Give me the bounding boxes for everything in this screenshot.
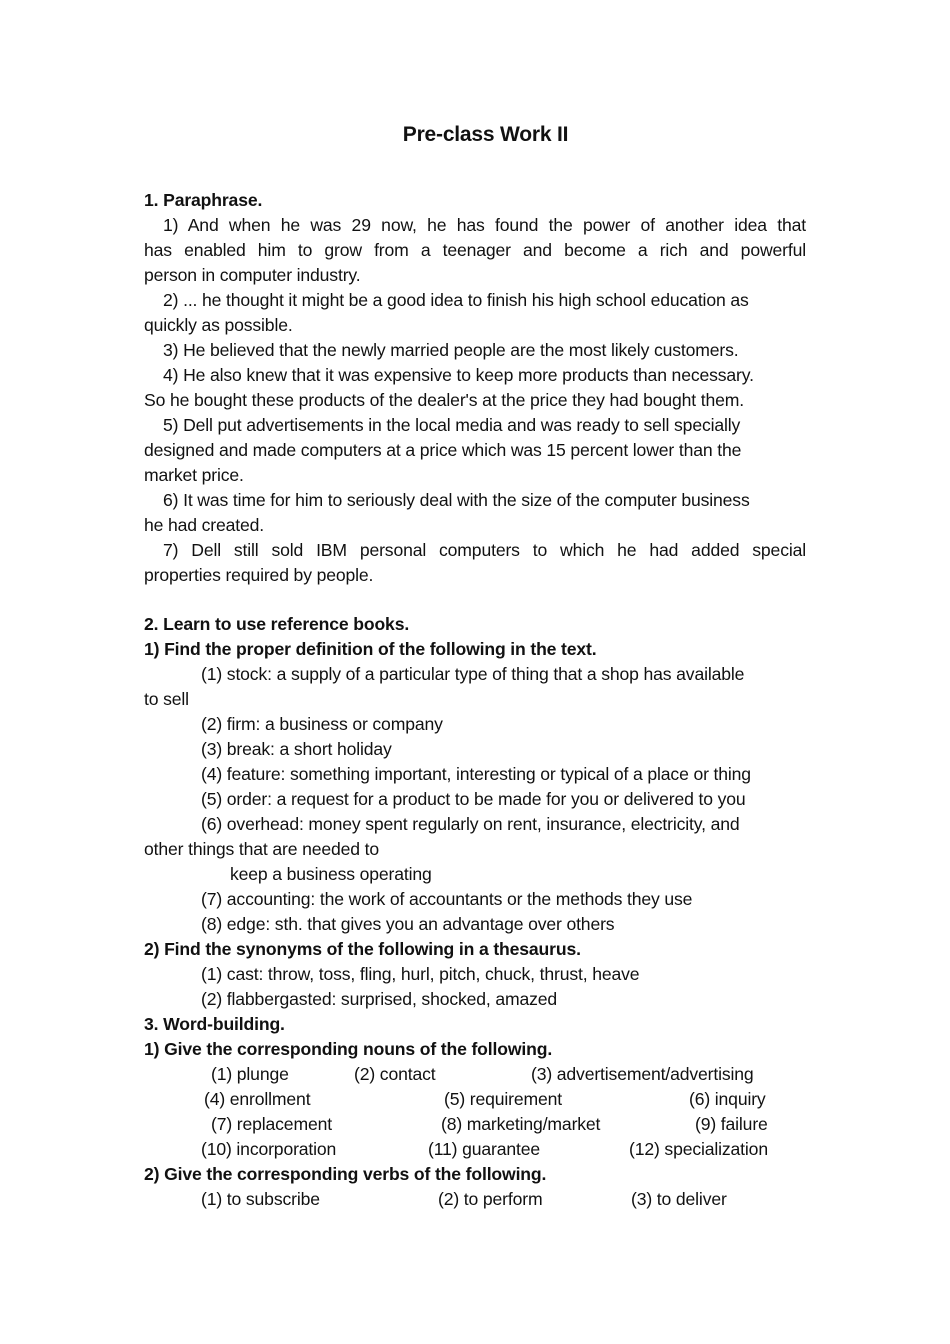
section-heading-paraphrase: 1. Paraphrase.: [144, 190, 263, 210]
verb-item-3: (3) to deliver: [631, 1189, 727, 1209]
section-heading-word-building: 3. Word-building.: [144, 1014, 285, 1034]
noun-item-9: (9) failure: [695, 1114, 768, 1134]
paraphrase-item-6-line-1: 6) It was time for him to seriously deal with the size of the computer business: [163, 490, 750, 510]
paraphrase-item-4-line-2: So he bought these products of the dealer's at the price they had bought them.: [144, 390, 745, 410]
paraphrase-item-5-line-1: 5) Dell put advertisements in the local media and was ready to sell specially: [163, 415, 741, 435]
verb-item-1: (1) to subscribe: [201, 1189, 320, 1209]
subheading-verbs: 2) Give the corresponding verbs of the following.: [144, 1164, 547, 1184]
noun-item-4: (4) enrollment: [204, 1089, 311, 1109]
paraphrase-item-1-line-1: 1) And when he was 29 now, he has found the power of another idea that: [163, 215, 806, 235]
paraphrase-item-2-line-2: quickly as possible.: [144, 315, 293, 335]
noun-item-11: (11) guarantee: [428, 1139, 541, 1159]
definition-item-7: (7) accounting: the work of accountants or the methods they use: [201, 889, 693, 909]
verb-item-2: (2) to perform: [438, 1189, 543, 1209]
subheading-definitions: 1) Find the proper definition of the following in the text.: [144, 639, 597, 659]
paraphrase-item-7-line-1: 7) Dell still sold IBM personal computers to which he had added special: [163, 540, 806, 560]
noun-item-8: (8) marketing/market: [441, 1114, 601, 1134]
definition-item-5: (5) order: a request for a product to be made for you or delivered to you: [201, 789, 746, 809]
noun-item-7: (7) replacement: [211, 1114, 332, 1134]
definition-item-2: (2) firm: a business or company: [201, 714, 443, 734]
definition-item-3: (3) break: a short holiday: [201, 739, 392, 759]
definition-item-6-line-2: other things that are needed to: [144, 839, 379, 859]
noun-item-10: (10) incorporation: [201, 1139, 337, 1159]
synonym-item-1: (1) cast: throw, toss, fling, hurl, pitch, chuck, thrust, heave: [201, 964, 640, 984]
noun-item-12: (12) specialization: [629, 1139, 768, 1159]
noun-item-1: (1) plunge: [211, 1064, 289, 1084]
paraphrase-item-5-line-2: designed and made computers at a price which was 15 percent lower than the: [144, 440, 742, 460]
definition-item-4: (4) feature: something important, interesting or typical of a place or thing: [201, 764, 751, 784]
definition-item-8: (8) edge: sth. that gives you an advantage over others: [201, 914, 615, 934]
subheading-nouns: 1) Give the corresponding nouns of the following.: [144, 1039, 553, 1059]
definition-item-1-line-2: to sell: [144, 689, 189, 709]
section-heading-reference-books: 2. Learn to use reference books.: [144, 614, 410, 634]
subheading-synonyms: 2) Find the synonyms of the following in a thesaurus.: [144, 939, 581, 959]
paraphrase-item-1-line-3: person in computer industry.: [144, 265, 361, 285]
noun-item-5: (5) requirement: [444, 1089, 563, 1109]
paraphrase-item-1-line-2: has enabled him to grow from a teenager and become a rich and powerful: [144, 240, 806, 260]
paraphrase-item-3-line-1: 3) He believed that the newly married people are the most likely customers.: [163, 340, 739, 360]
noun-item-3: (3) advertisement/advertising: [531, 1064, 754, 1084]
paraphrase-item-6-line-2: he had created.: [144, 515, 265, 535]
paraphrase-item-7-line-2: properties required by people.: [144, 565, 374, 585]
synonym-item-2: (2) flabbergasted: surprised, shocked, amazed: [201, 989, 558, 1009]
paraphrase-item-5-line-3: market price.: [144, 465, 244, 485]
paraphrase-item-4-line-1: 4) He also knew that it was expensive to keep more products than necessary.: [163, 365, 754, 385]
definition-item-6-line-3: keep a business operating: [230, 864, 432, 884]
paraphrase-item-2-line-1: 2) ... he thought it might be a good idea to finish his high school education as: [163, 290, 749, 310]
page-title: Pre-class Work II: [402, 123, 569, 146]
definition-item-1-line-1: (1) stock: a supply of a particular type of thing that a shop has available: [201, 664, 745, 684]
noun-item-2: (2) contact: [354, 1064, 436, 1084]
definition-item-6-line-1: (6) overhead: money spent regularly on rent, insurance, electricity, and: [201, 814, 740, 834]
noun-item-6: (6) inquiry: [689, 1089, 766, 1109]
